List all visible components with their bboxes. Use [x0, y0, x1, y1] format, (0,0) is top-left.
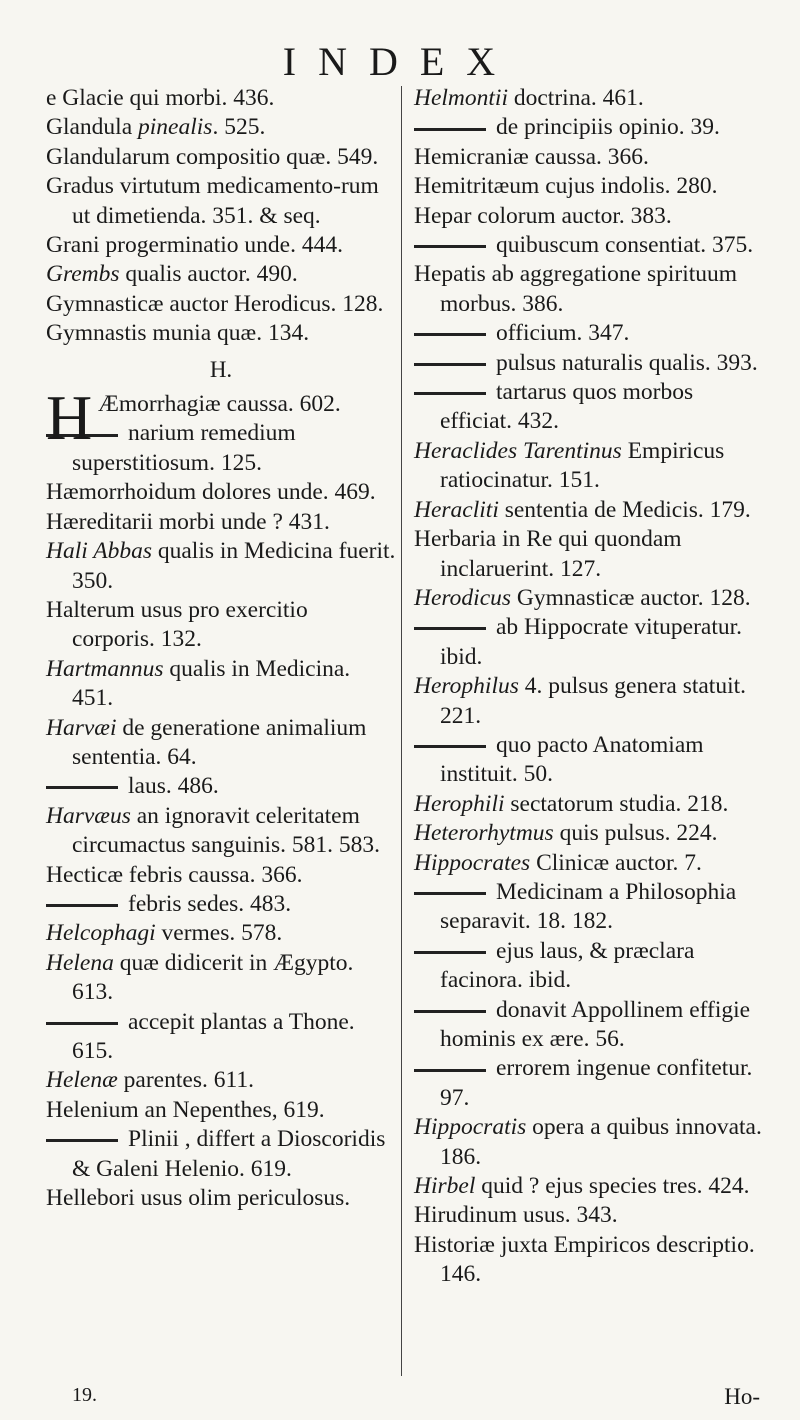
- index-entry: [414, 84, 764, 113]
- index-entry: [414, 937, 764, 996]
- index-entry: [46, 714, 396, 773]
- entry-text: ab Hippocrate vituperatur. ibid.: [440, 614, 743, 670]
- index-entry: [414, 584, 764, 613]
- entry-text: febris sedes. 483.: [128, 890, 292, 917]
- entry-text: Plinii , differt a Dioscoridis & Galeni Helenio. 619.: [72, 1126, 386, 1182]
- repeat-dash: [414, 892, 486, 895]
- entry-text: Empiricus ratiocinatur. 151.: [440, 437, 725, 494]
- entry-text: Hepar colorum auctor. 383.: [414, 202, 672, 229]
- entry-text: doctrina. 461.: [508, 85, 644, 111]
- entry-name: pinealis: [138, 114, 213, 141]
- index-entry: [46, 290, 396, 319]
- index-entry: [46, 537, 396, 596]
- index-entry: [414, 672, 764, 731]
- index-entry: [46, 802, 396, 861]
- left-entries-before: [46, 84, 396, 349]
- index-entry: [414, 349, 764, 378]
- entry-text: e Glacie qui morbi. 436.: [46, 85, 275, 111]
- index-entry: [46, 113, 396, 142]
- index-entry: [46, 419, 396, 478]
- entry-text: quid ? ejus species tres. 424.: [475, 1173, 750, 1200]
- page-title: INDEX: [282, 39, 518, 84]
- section-letter: H.: [209, 356, 233, 382]
- entry-text: quibuscum consentiat. 375.: [496, 232, 754, 259]
- index-entry: [414, 172, 764, 201]
- catchword: Ho-: [724, 1384, 760, 1409]
- entry-name: Herophilus: [414, 673, 519, 700]
- repeat-dash: [414, 627, 486, 630]
- repeat-dash: [46, 1139, 118, 1142]
- entry-text: laus. 486.: [128, 773, 219, 800]
- entry-name: Hartmannus: [46, 655, 164, 682]
- entry-name: Helcophagi: [46, 920, 156, 947]
- index-entry: [414, 996, 764, 1055]
- index-entry: [414, 319, 764, 348]
- index-entry: [46, 1125, 396, 1184]
- entry-name: Herodicus: [414, 584, 512, 611]
- entry-text: Clinicæ auctor. 7.: [530, 849, 702, 876]
- entry-text: Gradus virtutum medicamento-rum ut dimetienda. 351. & seq.: [46, 173, 379, 229]
- index-entry: [414, 731, 764, 790]
- repeat-dash: [414, 1010, 486, 1013]
- right-entries: [414, 84, 764, 1290]
- index-entry: [414, 1201, 764, 1230]
- entry-name: Hirbel: [414, 1173, 476, 1200]
- entry-name: Hippocratis: [414, 1114, 527, 1141]
- entry-text: opera a quibus innovata. 186.: [440, 1114, 762, 1170]
- index-entry: [46, 890, 396, 919]
- entry-text: donavit Appollinem effigie hominis ex ære. 56.: [440, 996, 751, 1052]
- entry-name: Heterorhytmus: [414, 820, 554, 847]
- entry-text: Gymnasticæ auctor Herodicus. 128.: [46, 290, 384, 317]
- entry-text: Historiæ juxta Empiricos descriptio. 146.: [414, 1231, 755, 1288]
- entry-text: Hecticæ febris caussa. 366.: [46, 861, 303, 888]
- entry-text: quo pacto Anatomiam instituit. 50.: [440, 731, 704, 788]
- entry-text: Grani progerminatio unde. 444.: [46, 232, 343, 259]
- index-entry: [414, 1231, 764, 1290]
- entry-text: qualis in Medicina fuerit. 350.: [72, 538, 396, 594]
- index-entry: [414, 878, 764, 937]
- entry-name: Herophili: [414, 790, 505, 817]
- index-entry: [46, 919, 396, 948]
- entry-text: sectatorum studia. 218.: [504, 790, 729, 817]
- repeat-dash: [414, 1069, 486, 1072]
- entry-name: Hippocrates: [414, 849, 531, 876]
- index-entry: [414, 790, 764, 819]
- repeat-dash: [414, 128, 486, 131]
- index-entry: [414, 378, 764, 437]
- dropcap-text: Æmorrhagiæ caussa. 602.: [98, 391, 341, 418]
- index-entry: [46, 172, 396, 231]
- index-entry: [414, 1054, 764, 1113]
- index-entry: [46, 1008, 396, 1067]
- entry-text: Hemicraniæ caussa. 366.: [414, 143, 649, 170]
- index-entry: [414, 260, 764, 319]
- index-entry: [414, 1172, 764, 1201]
- index-entry: [46, 143, 396, 172]
- index-entry: [46, 772, 396, 801]
- index-entry: [414, 231, 764, 260]
- repeat-dash: [46, 1022, 118, 1025]
- entry-text: . 525.: [212, 114, 266, 141]
- entry-text: Hemitritæum cujus indolis. 280.: [414, 173, 718, 200]
- repeat-dash: [414, 951, 486, 954]
- entry-text: Hirudinum usus. 343.: [414, 1202, 618, 1229]
- entry-text: Gymnastis munia quæ. 134.: [46, 320, 310, 347]
- index-entry: [414, 613, 764, 672]
- repeat-dash: [414, 245, 486, 248]
- entry-text: qualis in Medicina. 451.: [72, 655, 351, 712]
- entry-text: Hæreditarii morbi unde ? 431.: [46, 508, 330, 535]
- entry-name: Grembs: [46, 261, 120, 288]
- index-entry: [46, 596, 396, 655]
- entry-name: Helena: [46, 949, 114, 976]
- index-entry: [46, 84, 396, 113]
- entry-text: narium remedium superstitiosum. 125.: [72, 420, 296, 476]
- index-entry: [46, 508, 396, 537]
- index-entry: [414, 437, 764, 496]
- entry-text: officium. 347.: [496, 320, 630, 347]
- entry-text: an ignoravit celeritatem circumactus sanguinis. 581. 583.: [72, 802, 381, 859]
- left-entries-after: [46, 419, 396, 1213]
- entry-text: Helenium an Nepenthes, 619.: [46, 1096, 325, 1123]
- index-entry: [414, 1113, 764, 1172]
- entry-name: Harvæus: [46, 802, 131, 829]
- index-entry: [46, 949, 396, 1008]
- repeat-dash: [46, 904, 118, 907]
- entry-text: 4. pulsus genera statuit. 221.: [440, 673, 747, 729]
- entry-text: Hepatis ab aggregatione spirituum morbus. 386.: [414, 261, 738, 317]
- entry-text: de principiis opinio. 39.: [496, 114, 720, 141]
- entry-text: tartarus quos morbos efficiat. 432.: [440, 379, 694, 435]
- entry-text: errorem ingenue confitetur. 97.: [440, 1055, 753, 1111]
- index-entry: [414, 202, 764, 231]
- entry-text: de generatione animalium sententia. 64.: [72, 714, 367, 770]
- index-entry: [414, 849, 764, 878]
- entry-text: sententia de Medicis. 179.: [498, 496, 751, 523]
- entry-text: ejus laus, & præclara facinora. ibid.: [440, 937, 695, 994]
- entry-text: accepit plantas a Thone. 615.: [72, 1008, 355, 1064]
- entry-text: Gymnasticæ auctor. 128.: [511, 584, 751, 611]
- entry-text: Hæmorrhoidum dolores unde. 469.: [46, 479, 376, 506]
- entry-text: Glandula: [46, 114, 139, 141]
- repeat-dash: [414, 392, 486, 395]
- entry-name: Helenæ: [46, 1067, 118, 1094]
- repeat-dash: [414, 333, 486, 336]
- entry-text: quis pulsus. 224.: [553, 820, 718, 847]
- entry-text: Medicinam a Philosophia separavit. 18. 182.: [440, 878, 737, 935]
- index-entry: [414, 496, 764, 525]
- index-entry: [46, 478, 396, 507]
- column-divider: [401, 86, 402, 1376]
- entry-text: Halterum usus pro exercitio corporis. 132.: [46, 596, 308, 653]
- entry-text: pulsus naturalis qualis. 393.: [496, 349, 758, 376]
- index-entry: [414, 113, 764, 142]
- dropcap-letter: H: [46, 382, 93, 454]
- entry-text: qualis auctor. 490.: [119, 261, 298, 288]
- index-entry: [46, 231, 396, 260]
- entry-name: Heraclides Tarentinus: [414, 437, 622, 464]
- index-entry: [46, 1184, 396, 1213]
- entry-name: Heracliti: [414, 496, 499, 523]
- index-entry: [414, 525, 764, 584]
- index-entry: [46, 260, 396, 289]
- entry-text: vermes. 578.: [155, 920, 283, 947]
- foot-number: 19.: [72, 1384, 97, 1406]
- index-entry: [414, 819, 764, 848]
- index-entry: [46, 655, 396, 714]
- entry-text: Herbaria in Re qui quondam inclaruerint. 127.: [414, 526, 682, 582]
- entry-text: quæ didicerit in Ægypto. 613.: [72, 949, 354, 1006]
- repeat-dash: [414, 745, 486, 748]
- index-entry: [414, 143, 764, 172]
- index-entry: [46, 1096, 396, 1125]
- index-entry: [46, 861, 396, 890]
- right-column: [414, 84, 764, 1290]
- index-entry: [46, 319, 396, 348]
- entry-name: Hali Abbas: [46, 538, 152, 565]
- repeat-dash: [414, 363, 486, 366]
- repeat-dash: [46, 786, 118, 789]
- entry-name: Harvæi: [46, 714, 117, 741]
- entry-text: parentes. 611.: [117, 1067, 254, 1094]
- entry-name: Helmontii: [414, 85, 508, 111]
- entry-text: Hellebori usus olim periculosus.: [46, 1185, 351, 1212]
- entry-text: Glandularum compositio quæ. 549.: [46, 143, 379, 170]
- left-column: [46, 84, 396, 1213]
- index-entry: [46, 1066, 396, 1095]
